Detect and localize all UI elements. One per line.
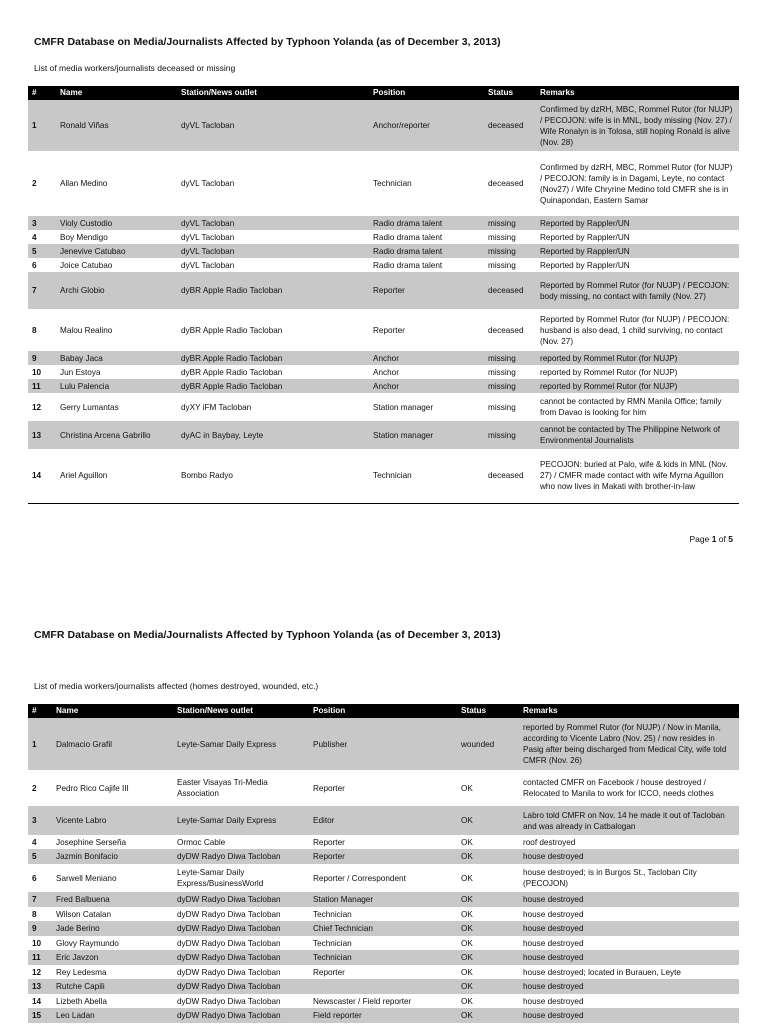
table-row [28,806,739,835]
deceased-missing-table [28,86,739,504]
column-header: Name [56,86,177,100]
cell-name: Gerry Lumantas [56,393,177,421]
table-row [28,365,739,379]
cell-remarks: house destroyed [519,994,739,1008]
cell-num: 11 [28,379,56,393]
cell-position: Reporter [309,965,457,979]
cell-name: Allan Medino [56,151,177,216]
cell-station: dyVL Tacloban [177,100,369,151]
cell-remarks: Reported by Rappler/UN [536,258,739,272]
cell-name: Lulu Palencia [56,379,177,393]
table-header-row [28,704,739,718]
table-row [28,244,739,258]
cell-position: Reporter [309,849,457,864]
table-row [28,272,739,309]
page-total: 5 [728,534,733,544]
cell-status: OK [457,864,519,892]
cell-num: 5 [28,849,52,864]
cell-station: dyBR Apple Radio Tacloban [177,351,369,365]
cell-status: OK [457,950,519,965]
cell-status: missing [484,351,536,365]
cell-station: Leyte-Samar Daily Express [173,718,309,770]
cell-station: dyXY iFM Tacloban [177,393,369,421]
cell-num: 6 [28,864,52,892]
cell-num: 14 [28,994,52,1008]
cell-position: Station Manager [309,892,457,907]
cell-name: Boy Mendigo [56,230,177,244]
column-header: # [28,86,56,100]
cell-num: 10 [28,365,56,379]
cell-name: Joice Catubao [56,258,177,272]
cell-name: Josephine Serseña [52,835,173,849]
cell-station: dyVL Tacloban [177,244,369,258]
cell-station: dyDW Radyo Diwa Tacloban [173,950,309,965]
cell-station: Leyte-Samar Daily Express [173,806,309,835]
page-current: 1 [711,534,717,544]
column-header: Position [309,704,457,718]
table-row [28,864,739,892]
cell-position: Radio drama talent [369,230,484,244]
table-header-row [28,86,739,100]
cell-num: 7 [28,272,56,309]
cell-remarks: house destroyed [519,921,739,936]
table-row [28,849,739,864]
cell-num: 9 [28,921,52,936]
cell-name: Jun Estoya [56,365,177,379]
cell-name: Fred Balbuena [52,892,173,907]
cell-name: Rey Ledesma [52,965,173,979]
cell-status: OK [457,921,519,936]
table-row [28,892,739,907]
cell-name: Babay Jaca [56,351,177,365]
cell-position: Technician [309,907,457,921]
cell-position: Anchor [369,351,484,365]
cell-station: dyDW Radyo Diwa Tacloban [173,1008,309,1023]
cell-status: missing [484,216,536,230]
cell-station: dyBR Apple Radio Tacloban [177,272,369,309]
table-row [28,421,739,449]
cell-position: Radio drama talent [369,244,484,258]
cell-status: deceased [484,100,536,151]
table-row [28,379,739,393]
cell-num: 7 [28,892,52,907]
cell-station: dyDW Radyo Diwa Tacloban [173,907,309,921]
cell-name: Christina Arcena Gabrillo [56,421,177,449]
cell-position: Newscaster / Field reporter [309,994,457,1008]
table-row [28,309,739,351]
cell-position: Reporter [369,272,484,309]
cell-remarks: Confirmed by dzRH, MBC, Rommel Rutor (for NUJP) / PECOJON: wife is in MNL, body missing (Nov. 27) / Wife Ronalyn is in Tolosa, still hoping Ronald is alive (Nov. 28) [536,100,739,151]
cell-remarks: cannot be contacted by The Philippine Network of Environmental Journalists [536,421,739,449]
cell-remarks: reported by Rommel Rutor (for NUJP) [536,351,739,365]
cell-station: dyDW Radyo Diwa Tacloban [173,979,309,994]
cell-num: 12 [28,393,56,421]
cell-remarks: Reported by Rappler/UN [536,230,739,244]
cell-status: missing [484,258,536,272]
cell-num: 3 [28,216,56,230]
cell-name: Ariel Aguillon [56,449,177,503]
cell-num: 11 [28,950,52,965]
cell-name: Archi Globio [56,272,177,309]
cell-num: 12 [28,965,52,979]
cell-position: Reporter / Correspondent [309,864,457,892]
cell-status: missing [484,244,536,258]
cell-status: deceased [484,151,536,216]
cell-position: Anchor [369,365,484,379]
cell-name: Lizbeth Abella [52,994,173,1008]
cell-station: dyVL Tacloban [177,216,369,230]
column-header: Status [457,704,519,718]
cell-num: 4 [28,230,56,244]
column-header: # [28,704,52,718]
cell-remarks: Reported by Rappler/UN [536,216,739,230]
cell-name: Jenevive Catubao [56,244,177,258]
cell-name: Rutche Capili [52,979,173,994]
table-row [28,979,739,994]
cell-num: 2 [28,151,56,216]
table-row [28,907,739,921]
cell-num: 6 [28,258,56,272]
cell-station: Leyte-Samar Daily Express/BusinessWorld [173,864,309,892]
cell-num: 8 [28,309,56,351]
cell-position: Radio drama talent [369,258,484,272]
cell-name: Eric Javzon [52,950,173,965]
page-title: CMFR Database on Media/Journalists Affected by Typhoon Yolanda (as of December 3, 2013) [34,36,501,48]
column-header: Status [484,86,536,100]
cell-status: missing [484,393,536,421]
cell-num: 8 [28,907,52,921]
cell-remarks: cannot be contacted by RMN Manila Office; family from Davao is looking for him [536,393,739,421]
cell-position: Field reporter [309,1008,457,1023]
cell-num: 9 [28,351,56,365]
cell-name: Vicente Labro [52,806,173,835]
cell-num: 3 [28,806,52,835]
cell-station: dyBR Apple Radio Tacloban [177,379,369,393]
cell-name: Malou Realino [56,309,177,351]
cell-num: 13 [28,421,56,449]
cell-name: Jade Berino [52,921,173,936]
cell-position: Radio drama talent [369,216,484,230]
table-row [28,393,739,421]
cell-status: OK [457,994,519,1008]
affected-table [28,704,739,1023]
table-row [28,835,739,849]
cell-name: Violy Custodio [56,216,177,230]
cell-status: missing [484,379,536,393]
column-header: Position [369,86,484,100]
cell-remarks: Reported by Rommel Rutor (for NUJP) / PECOJON: husband is also dead, 1 child surviving, no contact (Nov. 27) [536,309,739,351]
cell-status: OK [457,965,519,979]
cell-name: Jazmin Bonifacio [52,849,173,864]
cell-position: Anchor/reporter [369,100,484,151]
cell-num: 2 [28,770,52,806]
cell-status: OK [457,770,519,806]
cell-status: OK [457,849,519,864]
page-of: of [718,534,726,544]
cell-position: Anchor [369,379,484,393]
cell-name: Dalmacio Grafil [52,718,173,770]
table-row [28,351,739,365]
cell-position: Station manager [369,421,484,449]
cell-num: 10 [28,936,52,950]
cell-remarks: house destroyed; is in Burgos St., Tacloban City (PECOJON) [519,864,739,892]
cell-num: 14 [28,449,56,503]
cell-num: 5 [28,244,56,258]
cell-remarks: roof destroyed [519,835,739,849]
cell-remarks: house destroyed [519,950,739,965]
cell-status: OK [457,1008,519,1023]
cell-remarks: house destroyed [519,1008,739,1023]
cell-name: Pedro Rico Cajife III [52,770,173,806]
table-row [28,1008,739,1023]
cell-station: dyDW Radyo Diwa Tacloban [173,921,309,936]
cell-status: missing [484,421,536,449]
cell-num: 15 [28,1008,52,1023]
cell-name: Sarwell Meniano [52,864,173,892]
cell-name: Leo Ladan [52,1008,173,1023]
cell-remarks: house destroyed [519,907,739,921]
cell-station: dyDW Radyo Diwa Tacloban [173,892,309,907]
cell-status: OK [457,835,519,849]
cell-position: Technician [309,936,457,950]
cell-position: Technician [369,449,484,503]
table-row [28,950,739,965]
column-header: Remarks [536,86,739,100]
cell-remarks: Reported by Rappler/UN [536,244,739,258]
cell-station: Easter Visayas Tri-Media Association [173,770,309,806]
cell-status: deceased [484,272,536,309]
cell-remarks: house destroyed; located in Burauen, Leyte [519,965,739,979]
table-row [28,718,739,770]
cell-remarks: house destroyed [519,979,739,994]
cell-position: Technician [369,151,484,216]
page-label: Page [689,534,710,544]
cell-status: OK [457,936,519,950]
cell-station: dyBR Apple Radio Tacloban [177,365,369,379]
cell-position: Technician [309,950,457,965]
page-number [689,534,733,544]
table-row [28,216,739,230]
cell-status: OK [457,892,519,907]
column-header: Name [52,704,173,718]
cell-num: 4 [28,835,52,849]
cell-position: Reporter [369,309,484,351]
cell-position [309,979,457,994]
cell-status: missing [484,365,536,379]
cell-position: Editor [309,806,457,835]
table-row [28,994,739,1008]
cell-station: Bombo Radyo [177,449,369,503]
cell-remarks: Confirmed by dzRH, MBC, Rommel Rutor (for NUJP) / PECOJON: family is in Dagami, Leyte, no contact (Nov27) / Wife Chryrine Medino told CMFR she is in Quinapondan, Eastern Samar [536,151,739,216]
cell-position: Station manager [369,393,484,421]
table-row [28,770,739,806]
page-title: CMFR Database on Media/Journalists Affected by Typhoon Yolanda (as of December 3, 2013) [34,629,501,641]
cell-station: dyDW Radyo Diwa Tacloban [173,849,309,864]
cell-position: Publisher [309,718,457,770]
cell-name: Glovy Raymundo [52,936,173,950]
table-row [28,965,739,979]
cell-remarks: contacted CMFR on Facebook / house destroyed / Relocated to Manila to work for ICCO, needs clothes [519,770,739,806]
cell-remarks: Reported by Rommel Rutor (for NUJP) / PECOJON: body missing, no contact with family (Nov. 27) [536,272,739,309]
cell-remarks: reported by Rommel Rutor (for NUJP) [536,365,739,379]
cell-station: dyAC in Baybay, Leyte [177,421,369,449]
table-row [28,151,739,216]
cell-station: dyDW Radyo Diwa Tacloban [173,965,309,979]
cell-position: Chief Technician [309,921,457,936]
cell-remarks: reported by Rommel Rutor (for NUJP) [536,379,739,393]
cell-position: Reporter [309,770,457,806]
cell-status: OK [457,806,519,835]
table-row [28,921,739,936]
cell-station: dyVL Tacloban [177,230,369,244]
cell-num: 1 [28,100,56,151]
cell-status: missing [484,230,536,244]
section-subtitle: List of media workers/journalists deceased or missing [34,63,236,73]
cell-num: 13 [28,979,52,994]
table-row [28,258,739,272]
cell-status: OK [457,979,519,994]
column-header: Station/News outlet [177,86,369,100]
cell-status: wounded [457,718,519,770]
cell-station: dyVL Tacloban [177,151,369,216]
cell-remarks: PECOJON: buried at Palo, wife & kids in MNL (Nov. 27) / CMFR made contact with wife Myrna Aguillon who now lives in Makati with brother-in-law [536,449,739,503]
cell-position: Reporter [309,835,457,849]
cell-status: deceased [484,449,536,503]
cell-status: deceased [484,309,536,351]
table-row [28,449,739,503]
cell-station: dyDW Radyo Diwa Tacloban [173,936,309,950]
cell-station: dyVL Tacloban [177,258,369,272]
table-row [28,100,739,151]
cell-num: 1 [28,718,52,770]
cell-remarks: reported by Rommel Rutor (for NUJP) / Now in Manila, according to Vicente Labro (Nov. 25) / now resides in Pasig after being discharged from Medical City, wife told CMFR (Nov. 26) [519,718,739,770]
table-row [28,936,739,950]
cell-remarks: house destroyed [519,892,739,907]
table-row [28,230,739,244]
column-header: Station/News outlet [173,704,309,718]
cell-remarks: house destroyed [519,936,739,950]
cell-remarks: Labro told CMFR on Nov. 14 he made it out of Tacloban and was already in Catbalogan [519,806,739,835]
cell-station: Ormoc Cable [173,835,309,849]
cell-name: Ronald Viñas [56,100,177,151]
cell-remarks: house destroyed [519,849,739,864]
cell-status: OK [457,907,519,921]
cell-station: dyBR Apple Radio Tacloban [177,309,369,351]
section-subtitle: List of media workers/journalists affected (homes destroyed, wounded, etc.) [34,681,319,691]
cell-name: Wilson Catalan [52,907,173,921]
cell-station: dyDW Radyo Diwa Tacloban [173,994,309,1008]
column-header: Remarks [519,704,739,718]
